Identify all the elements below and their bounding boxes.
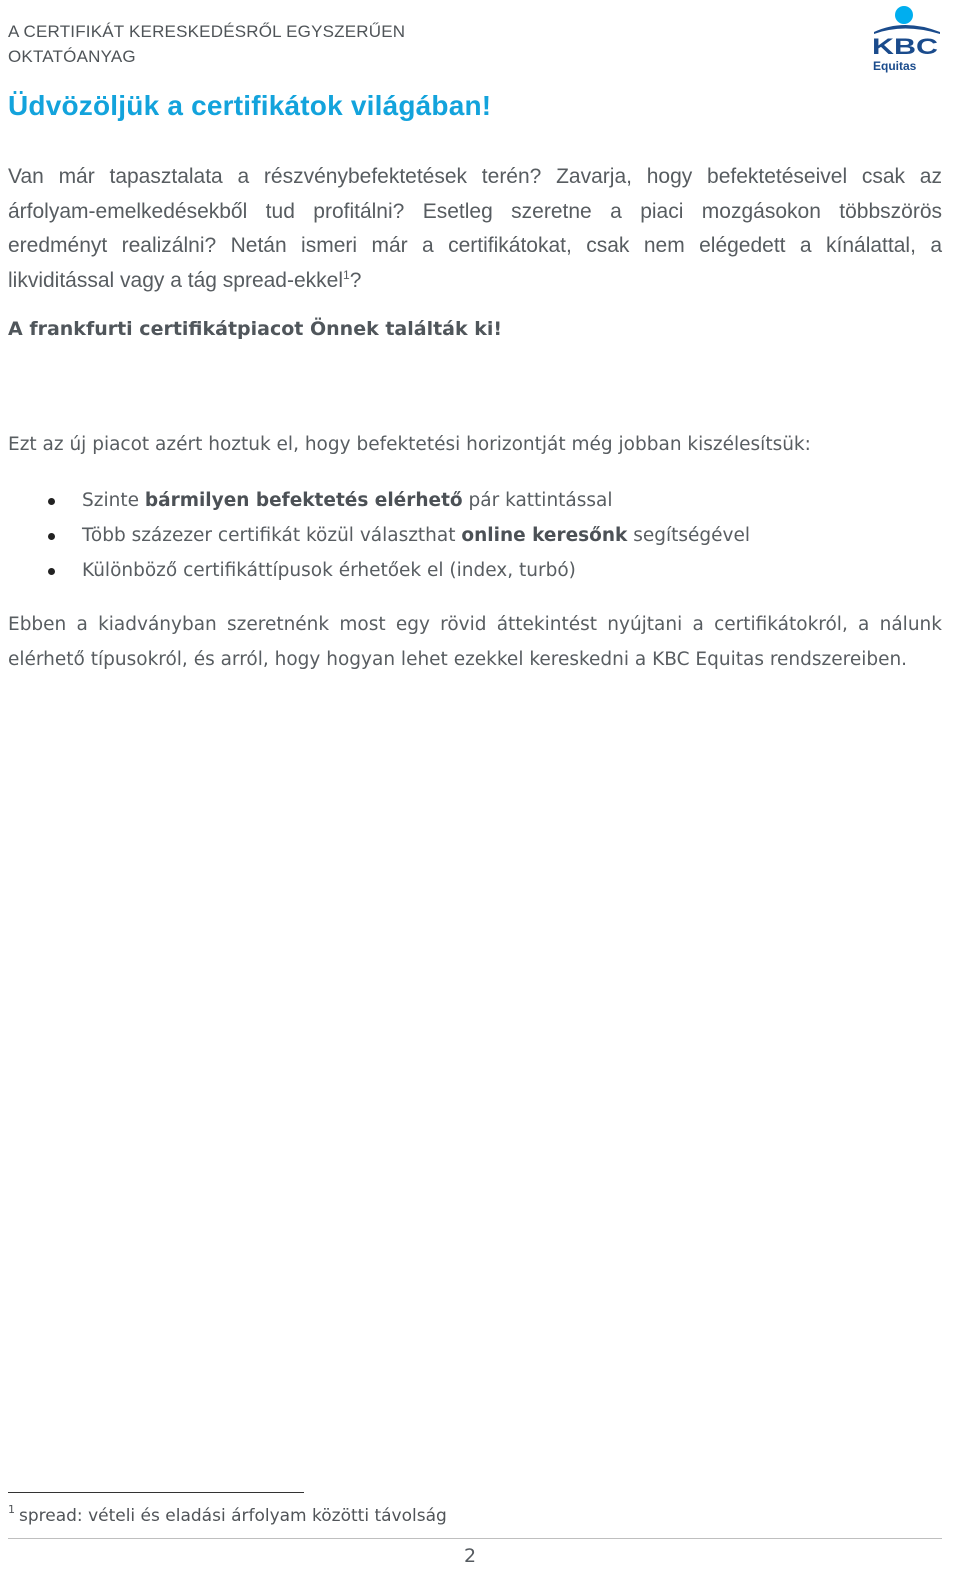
page-number: 2 bbox=[464, 1545, 477, 1567]
list-item bbox=[8, 483, 750, 518]
footnote bbox=[8, 1503, 447, 1526]
paragraph-overview: Ebben a kiadványban szeretnénk most egy rövid áttekintést nyújtani a certifikátokról, a nálunk elérhető típusokról, és arról, hogy hogyan lehet ezekkel kereskedni a KBC Equitas rendszereiben. bbox=[8, 614, 942, 670]
header-line-2: OKTATÓANYAG bbox=[8, 47, 136, 66]
page-footer-divider bbox=[8, 1538, 942, 1539]
list-item-text: Szinte bbox=[82, 490, 145, 511]
intro-paragraph bbox=[8, 160, 942, 298]
list-item-bold: bármilyen befektetés elérhető bbox=[144, 490, 463, 511]
list-item bbox=[8, 553, 750, 588]
logo-subtitle: Equitas bbox=[873, 59, 917, 73]
intro-end: ? bbox=[349, 268, 362, 292]
footnote-divider bbox=[8, 1492, 304, 1493]
footnote-reference: 1 bbox=[343, 267, 350, 282]
footnote-text: spread: vételi és eladási árfolyam közötti távolság bbox=[19, 1506, 447, 1526]
bullet-icon bbox=[48, 568, 55, 575]
page-title: Üdvözöljük a certifikátok világában! bbox=[8, 90, 492, 121]
list-item-text: Több százezer certifikát közül választhat bbox=[82, 525, 462, 546]
list-item-text: Különböző certifikáttípusok érhetőek el (index, turbó) bbox=[82, 560, 576, 581]
list-item-bold: online keresőnk bbox=[461, 525, 628, 546]
footnote-mark: 1 bbox=[8, 1503, 15, 1516]
subheading: A frankfurti certifikátpiacot Önnek találták ki! bbox=[8, 318, 503, 340]
kbc-equitas-logo bbox=[870, 4, 946, 74]
paragraph-horizon: Ezt az új piacot azért hoztuk el, hogy befektetési horizontját még jobban kiszélesítsük: bbox=[8, 434, 811, 455]
intro-text: Van már tapasztalata a részvénybefektetések terén? Zavarja, hogy befektetéseivel csak az árfolyam-emelkedésekből tud profitálni? Esetleg szeretne a piaci mozgásokon többszörös eredményt realizálni? Netán ismeri már a certifikátokat, csak nem elégedett a kínálattal, a likviditással vagy a tág spread-ekkel bbox=[8, 165, 942, 292]
feature-list bbox=[8, 483, 750, 588]
bullet-icon bbox=[48, 498, 55, 505]
list-item-text: segítségével bbox=[627, 525, 750, 546]
bullet-icon bbox=[48, 533, 55, 540]
list-item-text: pár kattintással bbox=[462, 490, 613, 511]
logo-brand: KBC bbox=[872, 34, 939, 59]
header-line-1: A CERTIFIKÁT KERESKEDÉSRŐL EGYSZERŰEN bbox=[8, 22, 406, 41]
list-item bbox=[8, 518, 750, 553]
document-header bbox=[8, 19, 405, 69]
